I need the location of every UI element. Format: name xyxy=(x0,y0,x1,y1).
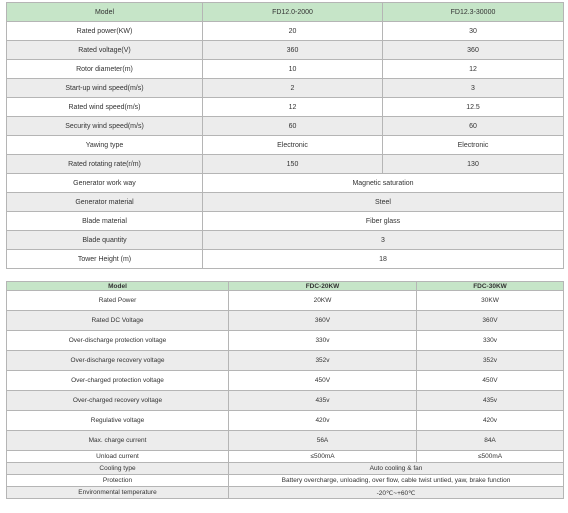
row-value: 30 xyxy=(383,22,564,41)
table-row xyxy=(7,41,564,60)
row-value: 330v xyxy=(417,331,564,351)
row-label: Generator work way xyxy=(7,174,203,193)
row-value: 150 xyxy=(203,155,383,174)
row-value: 330v xyxy=(229,331,417,351)
row-value: 352v xyxy=(229,351,417,371)
row-label: Rated Power xyxy=(7,291,229,311)
header-cell: Model xyxy=(7,282,229,291)
row-label: Over-discharge protection voltage xyxy=(7,331,229,351)
row-label: Start-up wind speed(m/s) xyxy=(7,79,203,98)
row-label: Max. charge current xyxy=(7,431,229,451)
row-label: Blade material xyxy=(7,212,203,231)
row-value: Electronic xyxy=(203,136,383,155)
row-value: 360 xyxy=(203,41,383,60)
header-cell: FD12.3-30000 xyxy=(383,3,564,22)
table-header-row xyxy=(7,3,564,22)
row-label: Unload current xyxy=(7,451,229,463)
table-row xyxy=(7,463,564,475)
row-label: Yawing type xyxy=(7,136,203,155)
row-label: Rotor diameter(m) xyxy=(7,60,203,79)
row-label: Over-charged recovery voltage xyxy=(7,391,229,411)
row-value: ≤500mA xyxy=(417,451,564,463)
row-label: Over-discharge recovery voltage xyxy=(7,351,229,371)
row-label: Blade quantity xyxy=(7,231,203,250)
row-value: Electronic xyxy=(383,136,564,155)
controller-specs-table xyxy=(6,281,564,499)
table-row xyxy=(7,22,564,41)
row-value: 20KW xyxy=(229,291,417,311)
row-label: Security wind speed(m/s) xyxy=(7,117,203,136)
row-value: 420v xyxy=(229,411,417,431)
table-row xyxy=(7,136,564,155)
row-value: Battery overcharge, unloading, over flow, cable twist untied, yaw, brake function xyxy=(229,475,564,487)
row-value: 12.5 xyxy=(383,98,564,117)
row-value: 420v xyxy=(417,411,564,431)
row-label: Rated voltage(V) xyxy=(7,41,203,60)
row-label: Rated power(KW) xyxy=(7,22,203,41)
table-row xyxy=(7,117,564,136)
row-value: 360 xyxy=(383,41,564,60)
row-label: Tower Height (m) xyxy=(7,250,203,269)
row-value: 435v xyxy=(417,391,564,411)
row-label: Environmental temperature xyxy=(7,487,229,499)
table-row xyxy=(7,475,564,487)
table-row xyxy=(7,98,564,117)
header-cell: FDC-30KW xyxy=(417,282,564,291)
row-value: 56A xyxy=(229,431,417,451)
table-row xyxy=(7,79,564,98)
row-value: Magnetic saturation xyxy=(203,174,564,193)
table-row xyxy=(7,351,564,371)
row-value: Fiber glass xyxy=(203,212,564,231)
row-value: 360V xyxy=(229,311,417,331)
table-row xyxy=(7,174,564,193)
row-value: 60 xyxy=(203,117,383,136)
table-row xyxy=(7,231,564,250)
table-row xyxy=(7,250,564,269)
row-value: 18 xyxy=(203,250,564,269)
table-row xyxy=(7,155,564,174)
row-value: 10 xyxy=(203,60,383,79)
table-row xyxy=(7,212,564,231)
table-row xyxy=(7,487,564,499)
table-row xyxy=(7,60,564,79)
row-label: Rated wind speed(m/s) xyxy=(7,98,203,117)
table-row xyxy=(7,411,564,431)
row-value: 450V xyxy=(417,371,564,391)
row-value: Auto cooling & fan xyxy=(229,463,564,475)
row-value: 450V xyxy=(229,371,417,391)
table-row xyxy=(7,391,564,411)
row-value: 60 xyxy=(383,117,564,136)
row-label: Regulative voltage xyxy=(7,411,229,431)
row-value: 3 xyxy=(383,79,564,98)
header-cell: FDC-20KW xyxy=(229,282,417,291)
table-row xyxy=(7,193,564,212)
row-value: 360V xyxy=(417,311,564,331)
table-row xyxy=(7,331,564,351)
row-label: Rated DC Voltage xyxy=(7,311,229,331)
row-value: -20℃~+60℃ xyxy=(229,487,564,499)
header-cell: FD12.0-2000 xyxy=(203,3,383,22)
row-value: 2 xyxy=(203,79,383,98)
row-label: Over-charged protection voltage xyxy=(7,371,229,391)
row-value: 130 xyxy=(383,155,564,174)
table-row xyxy=(7,431,564,451)
wind-turbine-specs-table xyxy=(6,2,564,269)
table-header-row xyxy=(7,282,564,291)
row-label: Cooling type xyxy=(7,463,229,475)
table-row xyxy=(7,451,564,463)
row-value: 3 xyxy=(203,231,564,250)
table-row xyxy=(7,291,564,311)
row-value: 30KW xyxy=(417,291,564,311)
row-value: 12 xyxy=(383,60,564,79)
row-value: Steel xyxy=(203,193,564,212)
row-value: 20 xyxy=(203,22,383,41)
table-row xyxy=(7,371,564,391)
row-value: ≤500mA xyxy=(229,451,417,463)
row-value: 435v xyxy=(229,391,417,411)
row-value: 84A xyxy=(417,431,564,451)
header-cell: Model xyxy=(7,3,203,22)
row-value: 12 xyxy=(203,98,383,117)
row-label: Protection xyxy=(7,475,229,487)
row-label: Generator material xyxy=(7,193,203,212)
row-value: 352v xyxy=(417,351,564,371)
row-label: Rated rotating rate(r/m) xyxy=(7,155,203,174)
table-row xyxy=(7,311,564,331)
